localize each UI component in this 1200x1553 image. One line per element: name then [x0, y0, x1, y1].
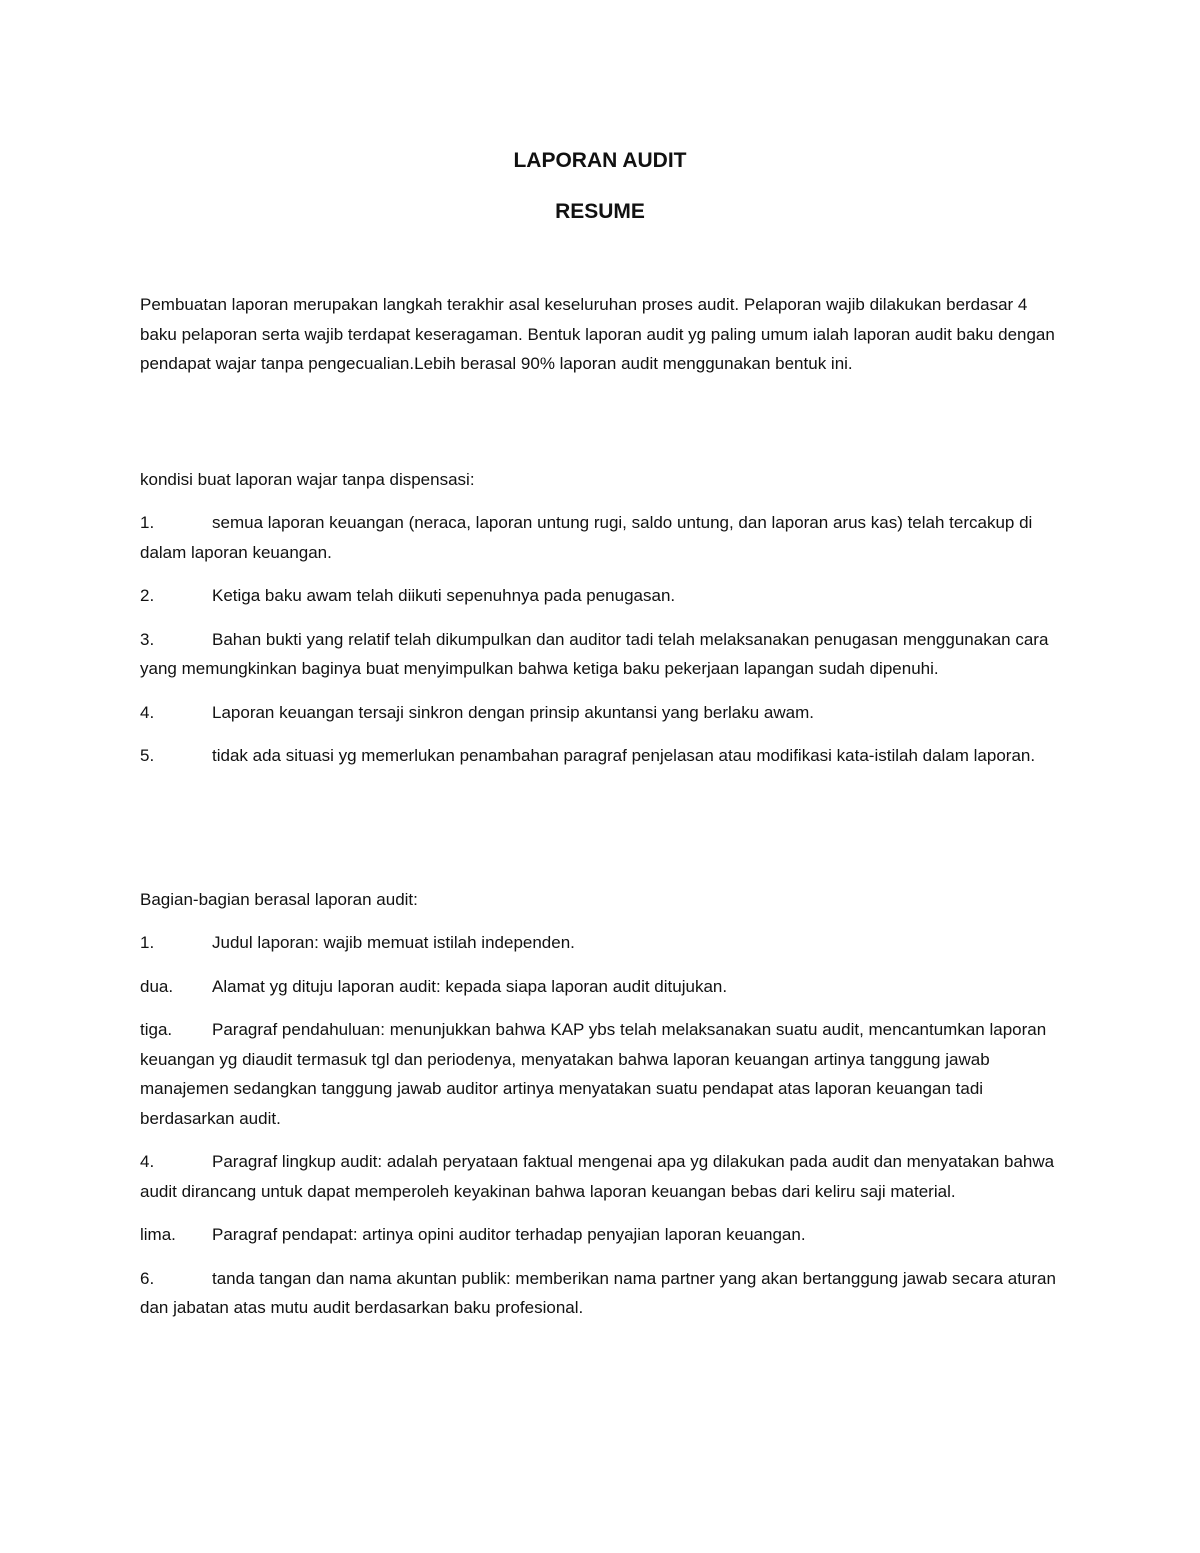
item-number: 1.	[140, 933, 155, 952]
section-1-heading: kondisi buat laporan wajar tanpa dispensasi:	[140, 470, 475, 489]
item-text: Judul laporan: wajib memuat istilah independen.	[212, 933, 575, 952]
item-number: tiga.	[140, 1020, 173, 1039]
item-number: 3.	[140, 629, 155, 649]
report-parts-list	[140, 928, 1060, 1337]
item-text: Paragraf pendapat: artinya opini auditor terhadap penyajian laporan keuangan.	[212, 1225, 806, 1244]
conditions-list	[140, 508, 1060, 785]
item-number: 4.	[140, 1152, 155, 1171]
list-item	[140, 1015, 1060, 1133]
item-number: 5.	[140, 746, 155, 765]
list-item	[140, 972, 1060, 1002]
list-item	[140, 1220, 1060, 1250]
item-text: Ketiga baku awam telah diikuti sepenuhnya pada penugasan.	[212, 586, 676, 605]
item-text: semua laporan keuangan (neraca, laporan untung rugi, saldo untung, dan laporan arus kas) telah tercakup di dalam laporan keuangan.	[140, 513, 1033, 562]
list-item	[140, 1147, 1060, 1206]
intro-paragraph: Pembuatan laporan merupakan langkah terakhir asal keseluruhan proses audit. Pelaporan wajib dilakukan berdasar 4 baku pelaporan serta wajib terdapat keseragaman. Bentuk laporan audit yg paling umum ialah laporan audit baku dengan pendapat wajar tanpa pengecualian.Lebih berasal 90% laporan audit menggunakan bentuk ini.	[140, 295, 1055, 373]
list-item	[140, 581, 1060, 611]
list-item	[140, 928, 1060, 958]
item-text: Alamat yg dituju laporan audit: kepada siapa laporan audit ditujukan.	[212, 976, 728, 996]
list-item	[140, 1264, 1060, 1323]
list-item	[140, 625, 1060, 684]
item-number: lima.	[140, 1225, 176, 1244]
list-item	[140, 741, 1060, 771]
item-text: Paragraf lingkup audit: adalah peryataan faktual mengenai apa yg dilakukan pada audit dan menyatakan bahwa audit dirancang untuk dapat memperoleh keyakinan bahwa laporan keuangan bebas dari keliru saji material.	[140, 1152, 1055, 1201]
document-title: LAPORAN AUDIT	[513, 149, 687, 172]
list-item	[140, 508, 1060, 567]
item-text: Bahan bukti yang relatif telah dikumpulkan dan auditor tadi telah melaksanakan penugasan menggunakan cara yang memungkinkan baginya buat menyimpulkan bahwa ketiga baku pekerjaan lapangan sudah dipenuhi.	[140, 629, 1049, 678]
list-item	[140, 698, 1060, 728]
item-number: 2.	[140, 586, 155, 605]
item-number: dua.	[140, 976, 174, 996]
section-2-heading: Bagian-bagian berasal laporan audit:	[140, 890, 418, 909]
item-text: Laporan keuangan tersaji sinkron dengan prinsip akuntansi yang berlaku awam.	[212, 702, 814, 722]
item-number: 4.	[140, 702, 155, 722]
item-text: tanda tangan dan nama akuntan publik: memberikan nama partner yang akan bertanggung jawab secara aturan dan jabatan atas mutu audit berdasarkan baku profesional.	[140, 1268, 1056, 1317]
document-subtitle: RESUME	[555, 200, 645, 223]
item-number: 6.	[140, 1268, 155, 1288]
item-text: tidak ada situasi yg memerlukan penambahan paragraf penjelasan atau modifikasi kata-istilah dalam laporan.	[212, 746, 1036, 765]
item-number: 1.	[140, 513, 155, 532]
item-text: Paragraf pendahuluan: menunjukkan bahwa KAP ybs telah melaksanakan suatu audit, mencantumkan laporan keuangan yg diaudit termasuk tgl dan periodenya, menyatakan bahwa laporan keuangan artinya tanggung jawab manajemen sedangkan tanggung jawab auditor artinya menyatakan suatu pendapat atas laporan keuangan tadi berdasarkan audit.	[140, 1020, 1047, 1128]
